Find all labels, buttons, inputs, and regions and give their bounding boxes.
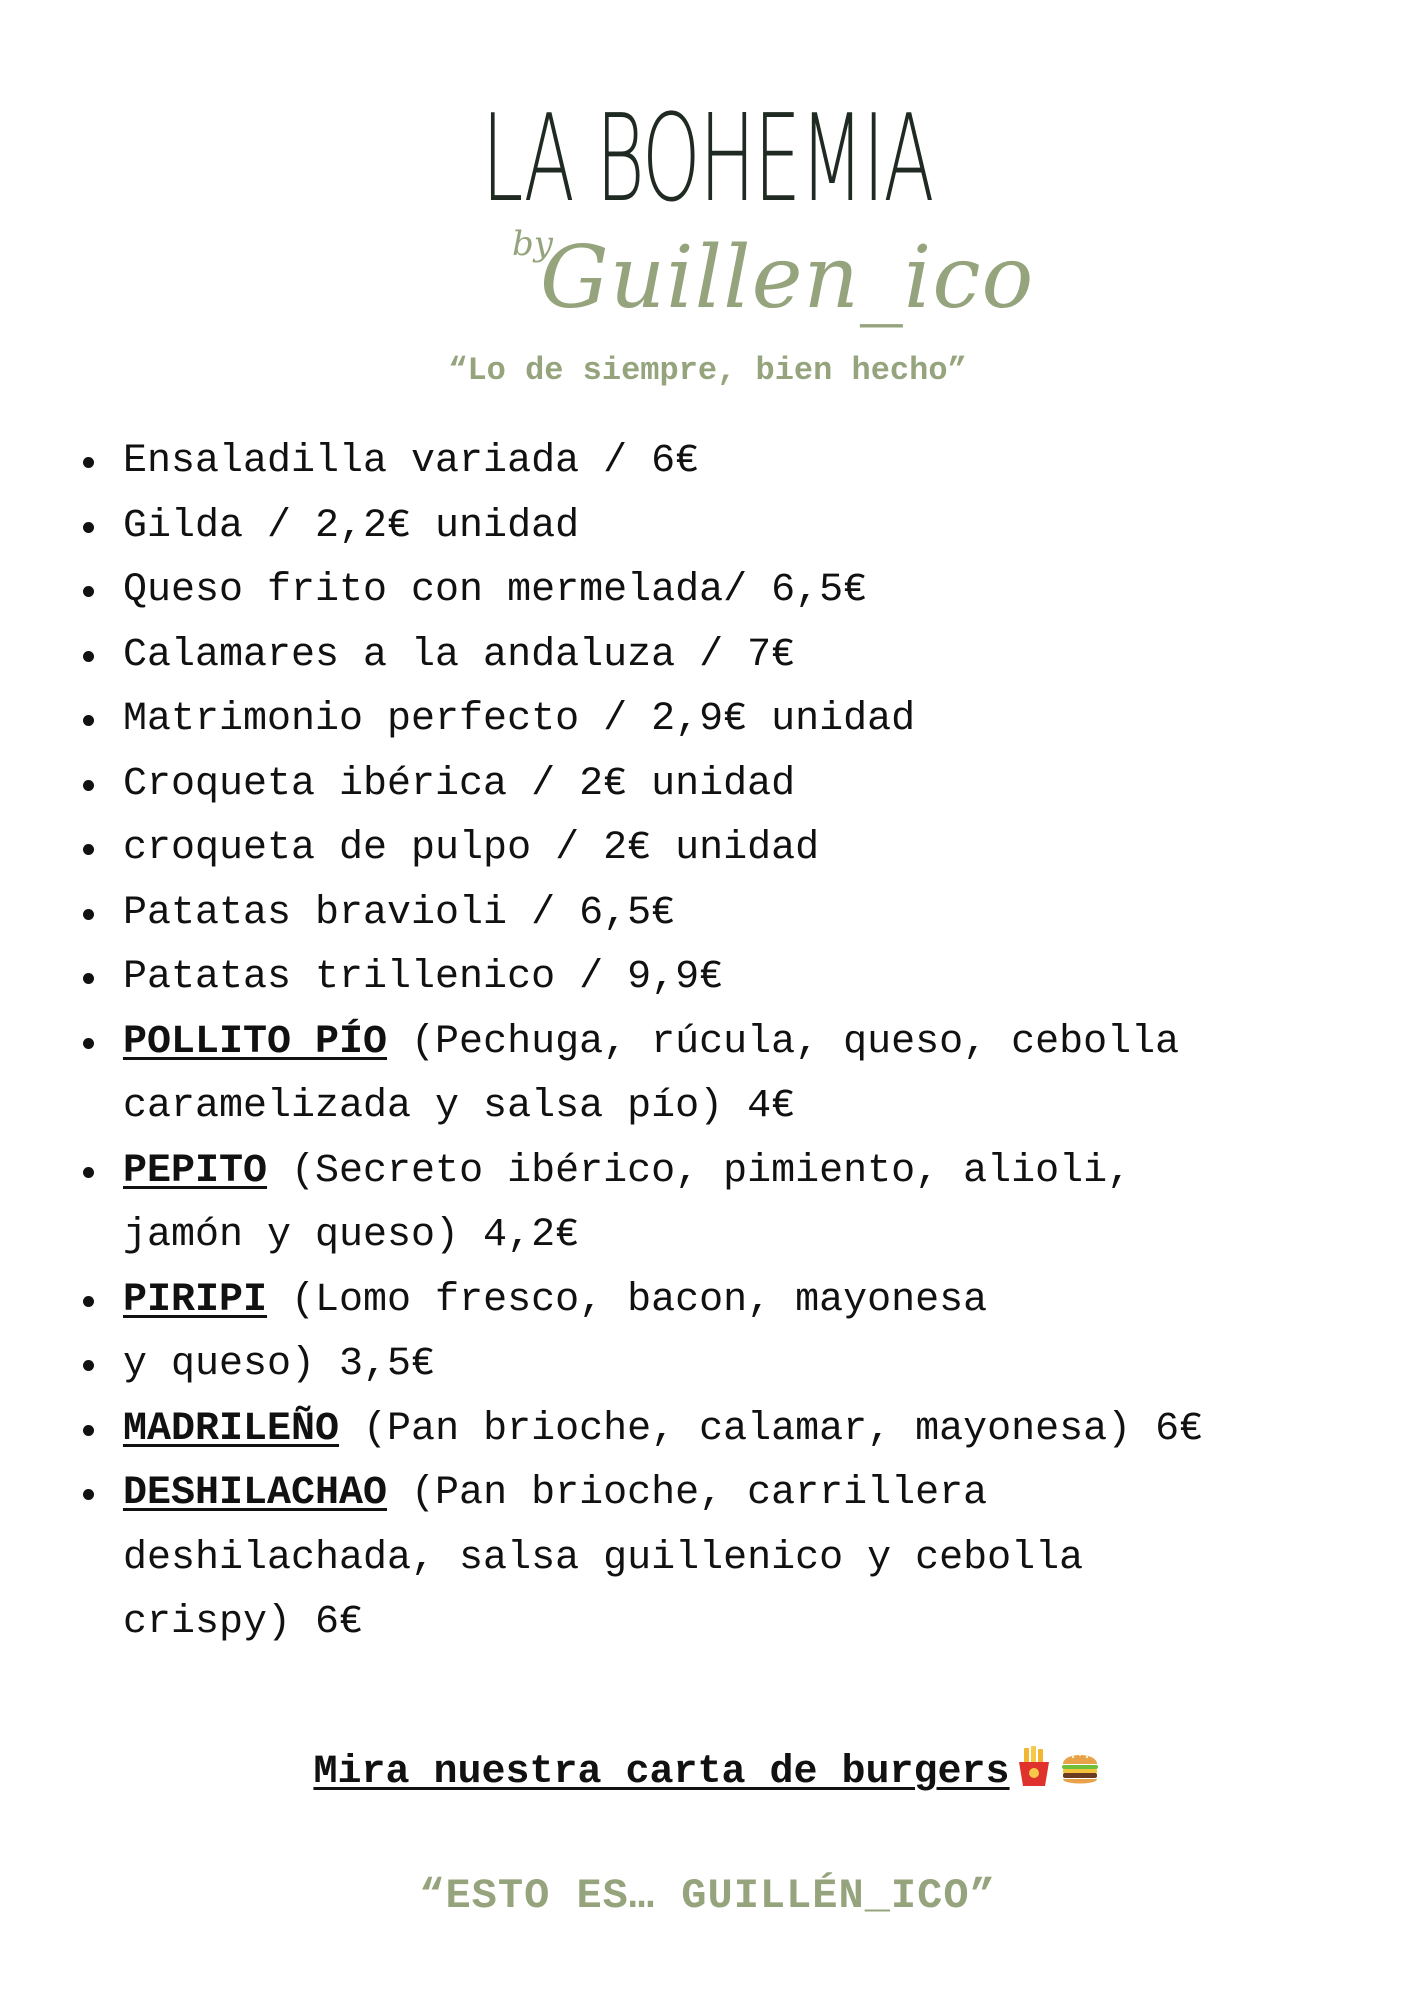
list-item	[78, 753, 1378, 818]
burgers-link	[0, 1744, 1415, 1795]
item-text: Gilda / 2,2€ unidad	[123, 503, 580, 549]
item-text: croqueta de pulpo / 2€ unidad	[123, 826, 820, 871]
list-item	[78, 1398, 1378, 1463]
item-text: Croqueta ibérica / 2€ unidad	[123, 761, 796, 807]
fries-icon	[1012, 1744, 1056, 1788]
list-item	[78, 1333, 1378, 1398]
logo-signature: Guillen_ico	[540, 228, 1035, 328]
item-text: Ensaladilla variada / 6€	[123, 439, 700, 484]
menu-list	[78, 430, 1378, 1656]
list-item	[78, 1269, 1378, 1334]
item-name: MADRILEÑO	[123, 1406, 340, 1452]
list-item	[78, 882, 1378, 947]
tagline: “Lo de siempre, bien hecho”	[448, 352, 967, 389]
item-name: PIRIPI	[123, 1277, 268, 1323]
list-item	[78, 624, 1378, 689]
list-item	[78, 688, 1378, 753]
item-desc: (Pan brioche, carrillera	[387, 1471, 988, 1516]
footer-slogan: “ESTO ES… GUILLÉN_ICO”	[419, 1872, 996, 1920]
item-text: Matrimonio perfecto / 2,9€ unidad	[123, 697, 916, 742]
item-name: PEPITO	[123, 1148, 268, 1194]
item-text: Patatas bravioli / 6,5€	[123, 890, 676, 936]
item-text: Calamares a la andaluza / 7€	[123, 632, 796, 678]
item-desc-continued: deshilachada, salsa guillenico y cebolla	[123, 1535, 1084, 1581]
item-desc: (Pan brioche, calamar, mayonesa) 6€	[339, 1406, 1204, 1452]
list-item	[78, 559, 1378, 624]
item-desc: (Secreto ibérico, pimiento, alioli,	[267, 1148, 1132, 1194]
list-item	[78, 1011, 1378, 1140]
item-desc-continued: caramelizada y salsa pío) 4€	[123, 1084, 796, 1129]
list-item	[78, 817, 1378, 882]
item-text: Queso frito con mermelada/ 6,5€	[123, 568, 868, 613]
item-name: DESHILACHAO	[123, 1471, 388, 1516]
item-text: Patatas trillenico / 9,9€	[123, 955, 724, 1000]
list-item	[78, 1140, 1378, 1269]
logo-title: LA BOHEMIA	[481, 90, 934, 229]
item-name: POLLITO PÍO	[123, 1019, 388, 1065]
list-item	[78, 946, 1378, 1011]
item-desc: (Lomo fresco, bacon, mayonesa	[267, 1277, 988, 1323]
item-desc-continued: jamón y queso) 4,2€	[123, 1213, 580, 1258]
burger-icon	[1058, 1744, 1102, 1788]
item-desc-continued: crispy) 6€	[123, 1600, 364, 1645]
list-item	[78, 495, 1378, 560]
list-item	[78, 430, 1378, 495]
item-desc: (Pechuga, rúcula, queso, cebolla	[387, 1019, 1180, 1065]
list-item	[78, 1462, 1378, 1656]
item-text: y queso) 3,5€	[123, 1342, 436, 1387]
logo-by: by	[512, 224, 553, 264]
logo	[0, 90, 1415, 360]
burgers-link-text: Mira nuestra carta de burgers	[313, 1750, 1010, 1795]
